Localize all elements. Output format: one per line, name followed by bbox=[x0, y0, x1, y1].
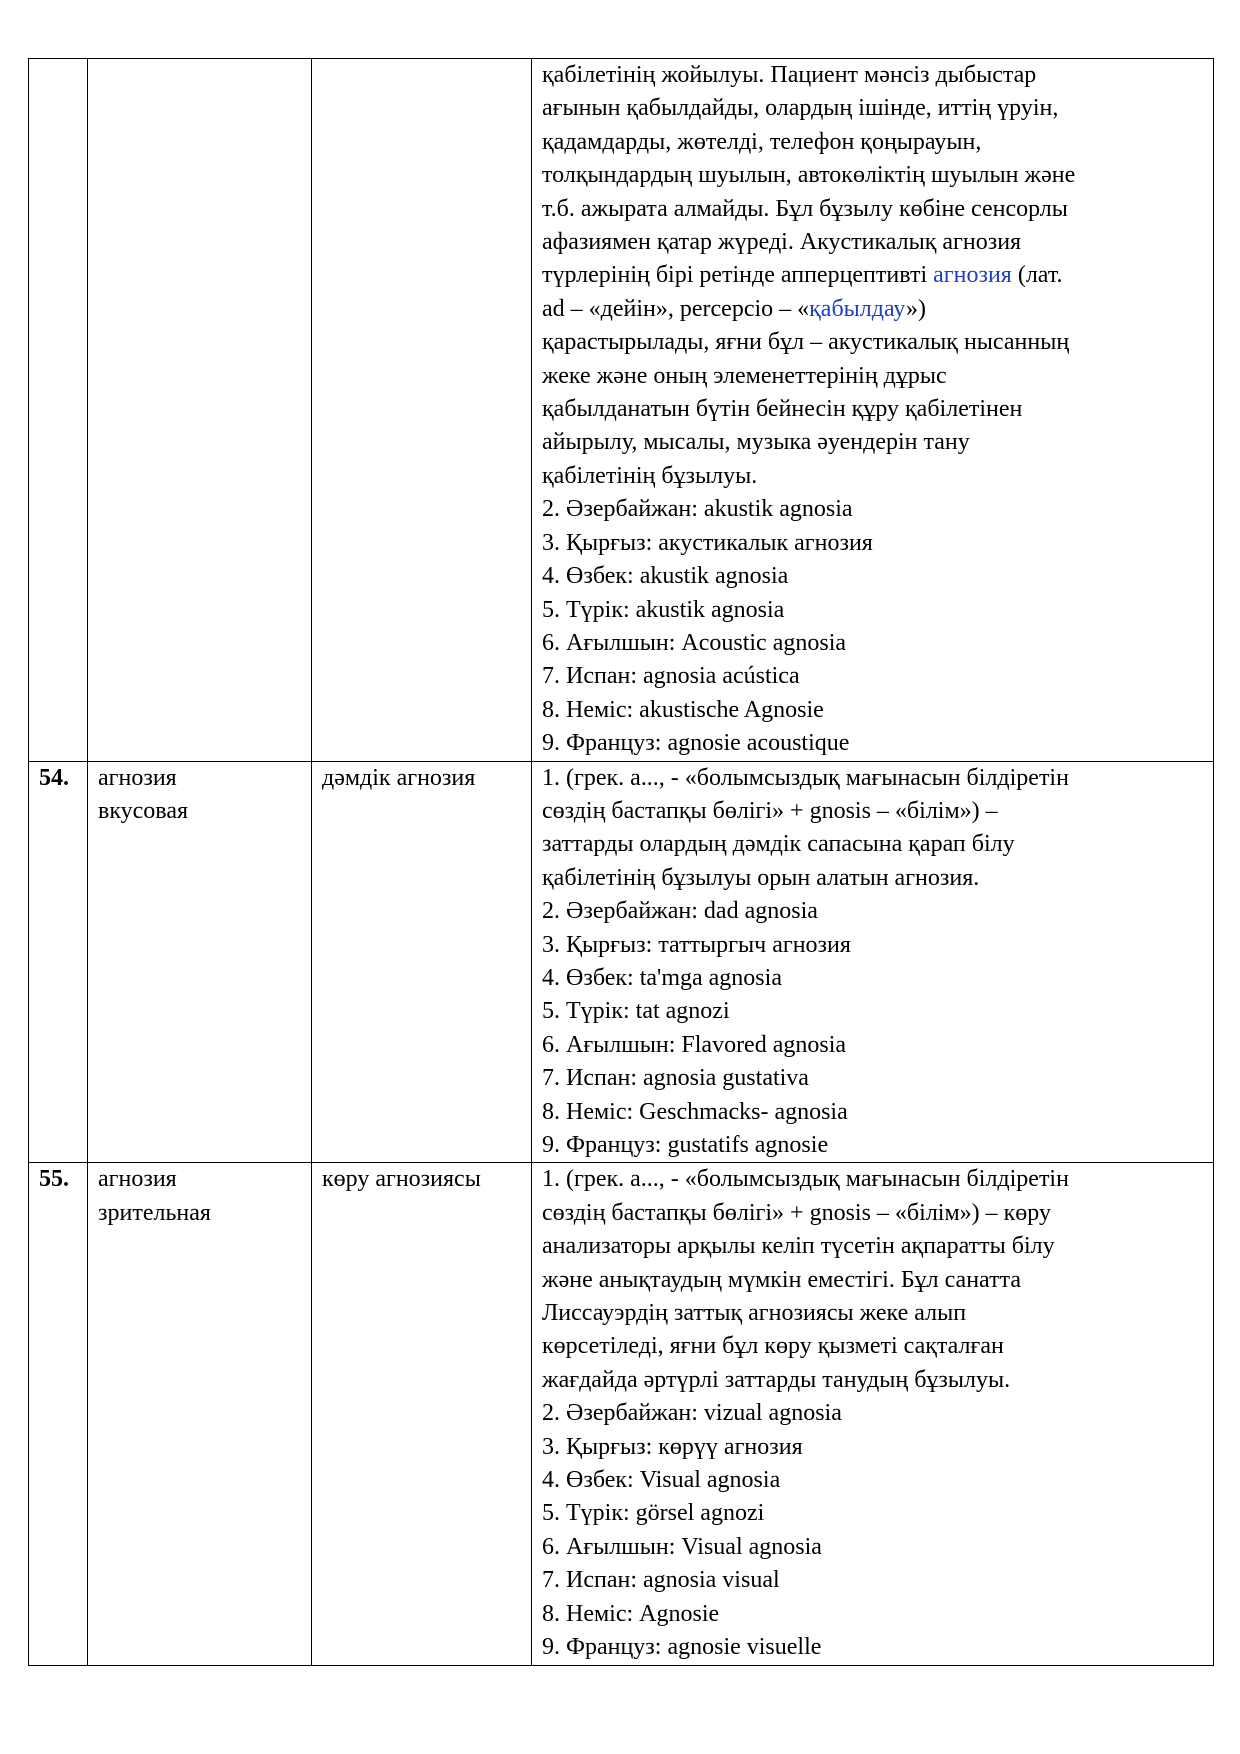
definition-text: ad – «дейін», percepcio – « bbox=[542, 295, 810, 322]
definition-text: 2. Әзербайжан: akustik agnosia bbox=[542, 496, 853, 523]
definition-line bbox=[542, 995, 1203, 1028]
term-russian-line: агнозия bbox=[98, 764, 177, 791]
definition-text: сөздің бастапқы бөлігі» + gnosis – «білім») – bbox=[542, 797, 998, 824]
dictionary-row bbox=[29, 761, 1214, 1163]
definition-line bbox=[542, 360, 1203, 393]
term-definition bbox=[532, 59, 1214, 762]
definition-text: айырылу, мысалы, музыка әуендерін тану bbox=[542, 429, 970, 456]
definition-line bbox=[542, 1497, 1203, 1530]
dictionary-row bbox=[29, 1163, 1214, 1665]
definition-text: жағдайда әртүрлі заттарды танудың бұзылуы. bbox=[542, 1366, 1011, 1393]
term-definition bbox=[532, 1163, 1214, 1665]
definition-line bbox=[542, 159, 1203, 192]
definition-line bbox=[542, 1531, 1203, 1564]
definition-text: 4. Өзбек: Visual agnosia bbox=[542, 1467, 781, 1494]
definition-text: 7. Испан: agnosia acústica bbox=[542, 663, 800, 690]
definition-text: анализаторы арқылы келіп түсетін ақпаратты білу bbox=[542, 1233, 1055, 1260]
definition-line bbox=[542, 762, 1203, 795]
definition-text: афазиямен қатар жүреді. Акустикалық агнозия bbox=[542, 229, 1022, 256]
definition-line bbox=[542, 460, 1203, 493]
term-kazakh-line: көру агнозиясы bbox=[322, 1166, 481, 1193]
definition-line bbox=[542, 1598, 1203, 1631]
definition-line bbox=[542, 1364, 1203, 1397]
definition-line bbox=[542, 962, 1203, 995]
definition-line bbox=[542, 393, 1203, 426]
definition-text: 8. Неміс: akustische Agnosie bbox=[542, 696, 824, 723]
term-russian bbox=[88, 761, 312, 1163]
term-kazakh bbox=[312, 761, 532, 1163]
definition-text: 4. Өзбек: akustik agnosia bbox=[542, 563, 789, 590]
dictionary-rows bbox=[29, 59, 1214, 1666]
definition-line bbox=[542, 293, 1203, 326]
definition-text: 3. Қырғыз: көрүү агнозия bbox=[542, 1433, 803, 1460]
definition-text: 4. Өзбек: ta'mga agnosia bbox=[542, 964, 782, 991]
definition-text: қабылданатын бүтін бейнесін құру қабілетінен bbox=[542, 396, 1023, 423]
term-russian-line: зрительная bbox=[98, 1199, 211, 1226]
definition-text: ») bbox=[906, 295, 927, 322]
entry-number bbox=[29, 59, 88, 762]
definition-line bbox=[542, 1431, 1203, 1464]
term-russian-line: вкусовая bbox=[98, 797, 189, 824]
definition-line bbox=[542, 1129, 1203, 1162]
definition-line bbox=[542, 193, 1203, 226]
definition-line bbox=[542, 895, 1203, 928]
definition-text: 8. Неміс: Agnosie bbox=[542, 1600, 720, 1627]
definition-text: 9. Француз: gustatifs agnosie bbox=[542, 1132, 829, 1158]
definition-text: заттарды олардың дәмдік сапасына қарап білу bbox=[542, 831, 1015, 858]
definition-line bbox=[542, 1029, 1203, 1062]
definition-line bbox=[542, 1062, 1203, 1095]
entry-number: 54. bbox=[29, 761, 88, 1163]
definition-text: 2. Әзербайжан: vizual agnosia bbox=[542, 1400, 842, 1427]
definition-line bbox=[542, 627, 1203, 660]
definition-text: (лат. bbox=[1011, 262, 1063, 289]
term-kazakh bbox=[312, 59, 532, 762]
definition-text: қабілетінің жойылуы. Пациент мәнсіз дыбыстар bbox=[542, 62, 1037, 88]
definition-line bbox=[542, 727, 1203, 760]
definition-line bbox=[542, 226, 1203, 259]
term-definition bbox=[532, 761, 1214, 1163]
definition-text: түрлерінің бірі ретінде апперцептивті bbox=[542, 262, 934, 289]
definition-text: қарастырылады, яғни бұл – акустикалық нысанның bbox=[542, 329, 1070, 356]
definition-link[interactable]: агнозия bbox=[933, 262, 1012, 289]
definition-text: қабілетінің бұзылуы. bbox=[542, 462, 758, 489]
definition-line bbox=[542, 1163, 1203, 1196]
definition-line bbox=[542, 1397, 1203, 1430]
definition-line bbox=[542, 795, 1203, 828]
definition-line bbox=[542, 1197, 1203, 1230]
definition-text: т.б. ажырата алмайды. Бұл бұзылу көбіне сенсорлы bbox=[542, 195, 1068, 222]
definition-text: 9. Француз: agnosie acoustique bbox=[542, 730, 850, 757]
definition-text: 5. Түрік: görsel agnozi bbox=[542, 1500, 765, 1527]
dictionary-row bbox=[29, 59, 1214, 762]
definition-text: толқындардың шуылын, автокөліктің шуылын және bbox=[542, 162, 1076, 189]
definition-text: 6. Ағылшын: Visual agnosia bbox=[542, 1533, 822, 1560]
definition-text: көрсетіледі, яғни бұл көру қызметі сақталған bbox=[542, 1333, 1004, 1360]
definition-text: 6. Ағылшын: Acoustic agnosia bbox=[542, 629, 847, 656]
definition-text: қабілетінің бұзылуы орын алатын агнозия. bbox=[542, 864, 980, 891]
definition-line bbox=[542, 694, 1203, 727]
term-kazakh-line: дәмдік агнозия bbox=[322, 764, 476, 791]
definition-text: ағынын қабылдайды, олардың ішінде, иттің үруін, bbox=[542, 95, 1059, 122]
definition-line bbox=[542, 862, 1203, 895]
definition-text: Лиссауэрдің заттық агнозиясы жеке алып bbox=[542, 1300, 967, 1327]
definition-text: 7. Испан: agnosia visual bbox=[542, 1567, 780, 1594]
definition-text: 9. Француз: agnosie visuelle bbox=[542, 1634, 822, 1661]
definition-text: 5. Түрік: akustik agnosia bbox=[542, 596, 785, 623]
definition-line bbox=[542, 1464, 1203, 1497]
definition-text: 1. (грек. а..., - «болымсыздық мағынасын білдіретін bbox=[542, 1166, 1069, 1193]
definition-text: 8. Неміс: Geschmacks- agnosia bbox=[542, 1098, 848, 1125]
definition-line bbox=[542, 59, 1203, 92]
term-russian bbox=[88, 1163, 312, 1665]
definition-line bbox=[542, 1330, 1203, 1363]
definition-link[interactable]: қабылдау bbox=[809, 295, 907, 322]
definition-line bbox=[542, 326, 1203, 359]
definition-text: 7. Испан: agnosia gustativa bbox=[542, 1065, 809, 1092]
definition-text: 5. Түрік: tat agnozi bbox=[542, 998, 730, 1025]
definition-line bbox=[542, 126, 1203, 159]
definition-text: және анықтаудың мүмкін еместігі. Бұл санатта bbox=[542, 1266, 1022, 1293]
definition-text: жеке және оның элеменеттерінің дұрыс bbox=[542, 362, 947, 389]
definition-line bbox=[542, 594, 1203, 627]
definition-text: 6. Ағылшын: Flavored agnosia bbox=[542, 1031, 847, 1058]
term-russian-line: агнозия bbox=[98, 1166, 177, 1193]
definition-line bbox=[542, 1230, 1203, 1263]
definition-line bbox=[542, 92, 1203, 125]
definition-text: 1. (грек. а..., - «болымсыздық мағынасын білдіретін bbox=[542, 764, 1069, 791]
definition-line bbox=[542, 1264, 1203, 1297]
entry-number: 55. bbox=[29, 1163, 88, 1665]
dictionary-table bbox=[28, 58, 1214, 1666]
definition-text: сөздің бастапқы бөлігі» + gnosis – «білім») – көру bbox=[542, 1199, 1051, 1226]
definition-line bbox=[542, 929, 1203, 962]
term-kazakh bbox=[312, 1163, 532, 1665]
term-russian bbox=[88, 59, 312, 762]
definition-text: 3. Қырғыз: таттыргыч агнозия bbox=[542, 931, 851, 958]
definition-line bbox=[542, 426, 1203, 459]
definition-line bbox=[542, 1297, 1203, 1330]
definition-line bbox=[542, 828, 1203, 861]
definition-line bbox=[542, 1631, 1203, 1664]
definition-line bbox=[542, 259, 1203, 292]
definition-line bbox=[542, 527, 1203, 560]
definition-line bbox=[542, 493, 1203, 526]
definition-line bbox=[542, 1096, 1203, 1129]
definition-text: 3. Қырғыз: акустикалык агнозия bbox=[542, 529, 873, 556]
definition-text: 2. Әзербайжан: dad agnosia bbox=[542, 898, 818, 925]
definition-line bbox=[542, 1564, 1203, 1597]
definition-line bbox=[542, 560, 1203, 593]
definition-text: қадамдарды, жөтелді, телефон қоңырауын, bbox=[542, 128, 982, 155]
definition-line bbox=[542, 660, 1203, 693]
